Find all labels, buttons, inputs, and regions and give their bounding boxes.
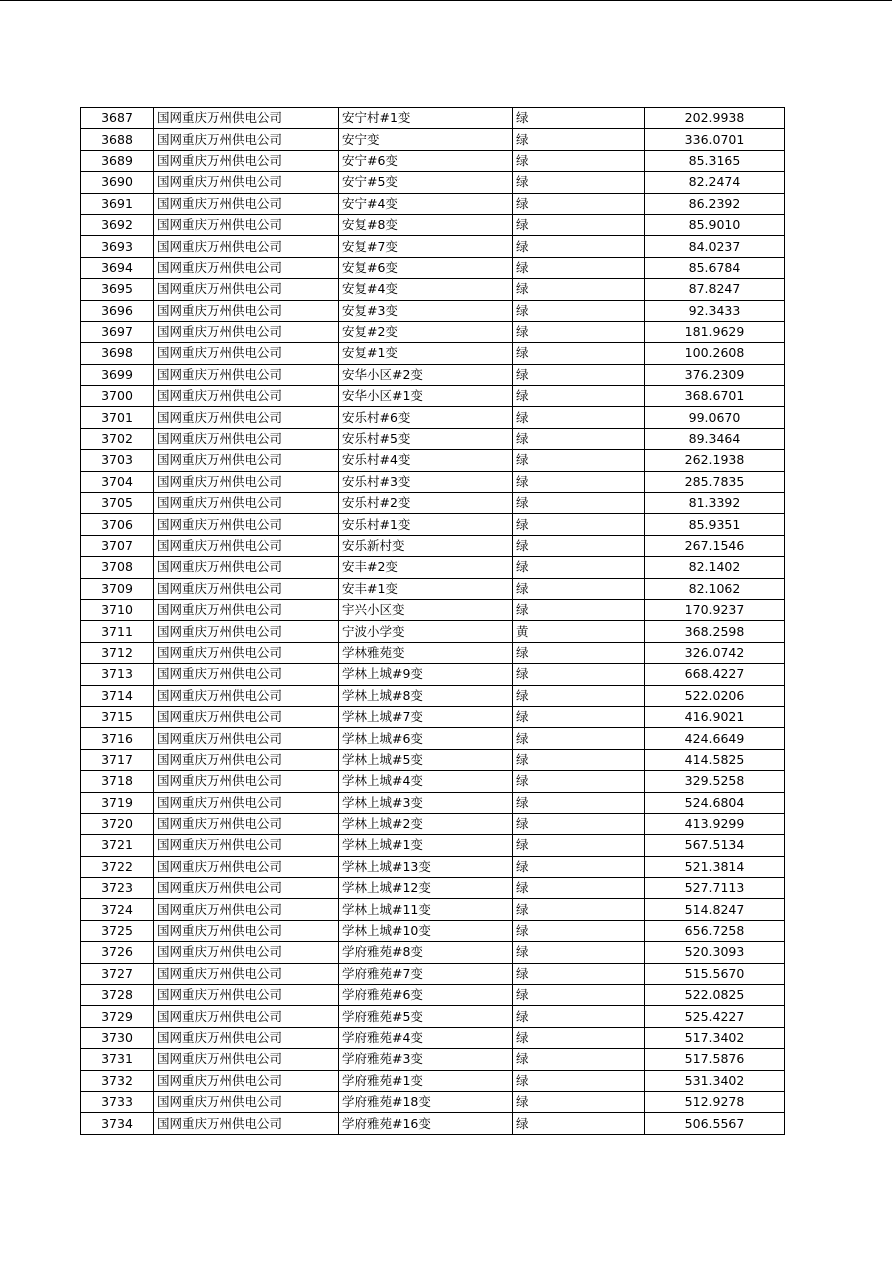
level-cell: 绿 bbox=[513, 728, 645, 749]
level-cell: 绿 bbox=[513, 942, 645, 963]
company-cell: 国网重庆万州供电公司 bbox=[154, 493, 339, 514]
table-row bbox=[81, 321, 785, 342]
station-cell: 学府雅苑#16变 bbox=[339, 1113, 513, 1134]
company-cell: 国网重庆万州供电公司 bbox=[154, 835, 339, 856]
table-row bbox=[81, 193, 785, 214]
company-cell: 国网重庆万州供电公司 bbox=[154, 578, 339, 599]
company-cell: 国网重庆万州供电公司 bbox=[154, 172, 339, 193]
station-cell: 安复#7变 bbox=[339, 236, 513, 257]
value-cell: 82.1062 bbox=[645, 578, 785, 599]
table-row bbox=[81, 706, 785, 727]
station-cell: 学林上城#12变 bbox=[339, 878, 513, 899]
level-cell: 绿 bbox=[513, 792, 645, 813]
value-cell: 416.9021 bbox=[645, 706, 785, 727]
company-cell: 国网重庆万州供电公司 bbox=[154, 685, 339, 706]
value-cell: 285.7835 bbox=[645, 471, 785, 492]
value-cell: 82.1402 bbox=[645, 557, 785, 578]
value-cell: 517.3402 bbox=[645, 1027, 785, 1048]
company-cell: 国网重庆万州供电公司 bbox=[154, 428, 339, 449]
row-number-cell: 3706 bbox=[81, 514, 154, 535]
value-cell: 512.9278 bbox=[645, 1091, 785, 1112]
table-row bbox=[81, 1070, 785, 1091]
row-number-cell: 3691 bbox=[81, 193, 154, 214]
value-cell: 368.6701 bbox=[645, 386, 785, 407]
value-cell: 99.0670 bbox=[645, 407, 785, 428]
level-cell: 绿 bbox=[513, 407, 645, 428]
table-row bbox=[81, 364, 785, 385]
company-cell: 国网重庆万州供电公司 bbox=[154, 920, 339, 941]
value-cell: 668.4227 bbox=[645, 664, 785, 685]
level-cell: 绿 bbox=[513, 1091, 645, 1112]
row-number-cell: 3723 bbox=[81, 878, 154, 899]
company-cell: 国网重庆万州供电公司 bbox=[154, 985, 339, 1006]
station-cell: 学林上城#11变 bbox=[339, 899, 513, 920]
company-cell: 国网重庆万州供电公司 bbox=[154, 642, 339, 663]
level-cell: 绿 bbox=[513, 343, 645, 364]
station-cell: 学林上城#8变 bbox=[339, 685, 513, 706]
level-cell: 绿 bbox=[513, 364, 645, 385]
table-row bbox=[81, 771, 785, 792]
row-number-cell: 3709 bbox=[81, 578, 154, 599]
level-cell: 绿 bbox=[513, 557, 645, 578]
level-cell: 绿 bbox=[513, 685, 645, 706]
level-cell: 绿 bbox=[513, 1070, 645, 1091]
row-number-cell: 3726 bbox=[81, 942, 154, 963]
row-number-cell: 3688 bbox=[81, 129, 154, 150]
value-cell: 92.3433 bbox=[645, 300, 785, 321]
level-cell: 绿 bbox=[513, 236, 645, 257]
data-table bbox=[80, 107, 785, 1135]
value-cell: 85.6784 bbox=[645, 257, 785, 278]
table-row bbox=[81, 236, 785, 257]
row-number-cell: 3725 bbox=[81, 920, 154, 941]
station-cell: 宁波小学变 bbox=[339, 621, 513, 642]
row-number-cell: 3731 bbox=[81, 1049, 154, 1070]
station-cell: 宇兴小区变 bbox=[339, 599, 513, 620]
station-cell: 安宁#5变 bbox=[339, 172, 513, 193]
table-row bbox=[81, 942, 785, 963]
row-number-cell: 3701 bbox=[81, 407, 154, 428]
row-number-cell: 3687 bbox=[81, 108, 154, 129]
company-cell: 国网重庆万州供电公司 bbox=[154, 728, 339, 749]
table-row bbox=[81, 920, 785, 941]
row-number-cell: 3694 bbox=[81, 257, 154, 278]
level-cell: 绿 bbox=[513, 920, 645, 941]
row-number-cell: 3692 bbox=[81, 214, 154, 235]
table-row bbox=[81, 728, 785, 749]
table-row bbox=[81, 343, 785, 364]
company-cell: 国网重庆万州供电公司 bbox=[154, 1049, 339, 1070]
level-cell: 绿 bbox=[513, 108, 645, 129]
row-number-cell: 3707 bbox=[81, 535, 154, 556]
station-cell: 安复#6变 bbox=[339, 257, 513, 278]
station-cell: 安乐村#4变 bbox=[339, 450, 513, 471]
company-cell: 国网重庆万州供电公司 bbox=[154, 214, 339, 235]
station-cell: 安宁变 bbox=[339, 129, 513, 150]
station-cell: 安乐新村变 bbox=[339, 535, 513, 556]
level-cell: 绿 bbox=[513, 214, 645, 235]
station-cell: 学府雅苑#18变 bbox=[339, 1091, 513, 1112]
station-cell: 安宁#6变 bbox=[339, 150, 513, 171]
row-number-cell: 3690 bbox=[81, 172, 154, 193]
table-row bbox=[81, 1113, 785, 1134]
table-row bbox=[81, 685, 785, 706]
table-row bbox=[81, 878, 785, 899]
level-cell: 绿 bbox=[513, 1049, 645, 1070]
row-number-cell: 3722 bbox=[81, 856, 154, 877]
value-cell: 506.5567 bbox=[645, 1113, 785, 1134]
value-cell: 100.2608 bbox=[645, 343, 785, 364]
station-cell: 安宁#4变 bbox=[339, 193, 513, 214]
table-row bbox=[81, 129, 785, 150]
level-cell: 绿 bbox=[513, 599, 645, 620]
table-row bbox=[81, 642, 785, 663]
value-cell: 368.2598 bbox=[645, 621, 785, 642]
company-cell: 国网重庆万州供电公司 bbox=[154, 236, 339, 257]
station-cell: 安复#4变 bbox=[339, 279, 513, 300]
company-cell: 国网重庆万州供电公司 bbox=[154, 599, 339, 620]
level-cell: 绿 bbox=[513, 706, 645, 727]
table-row bbox=[81, 150, 785, 171]
station-cell: 安华小区#1变 bbox=[339, 386, 513, 407]
station-cell: 安乐村#3变 bbox=[339, 471, 513, 492]
company-cell: 国网重庆万州供电公司 bbox=[154, 407, 339, 428]
value-cell: 656.7258 bbox=[645, 920, 785, 941]
table-row bbox=[81, 172, 785, 193]
table-row bbox=[81, 578, 785, 599]
station-cell: 安乐村#1变 bbox=[339, 514, 513, 535]
table-row bbox=[81, 963, 785, 984]
value-cell: 522.0825 bbox=[645, 985, 785, 1006]
level-cell: 绿 bbox=[513, 1027, 645, 1048]
value-cell: 85.9351 bbox=[645, 514, 785, 535]
table-row bbox=[81, 279, 785, 300]
value-cell: 202.9938 bbox=[645, 108, 785, 129]
station-cell: 安乐村#5变 bbox=[339, 428, 513, 449]
row-number-cell: 3717 bbox=[81, 749, 154, 770]
level-cell: 绿 bbox=[513, 450, 645, 471]
level-cell: 绿 bbox=[513, 279, 645, 300]
company-cell: 国网重庆万州供电公司 bbox=[154, 364, 339, 385]
table-row bbox=[81, 108, 785, 129]
station-cell: 安复#3变 bbox=[339, 300, 513, 321]
row-number-cell: 3730 bbox=[81, 1027, 154, 1048]
station-cell: 学林上城#4变 bbox=[339, 771, 513, 792]
table-row bbox=[81, 621, 785, 642]
row-number-cell: 3704 bbox=[81, 471, 154, 492]
table-row bbox=[81, 749, 785, 770]
row-number-cell: 3697 bbox=[81, 321, 154, 342]
value-cell: 267.1546 bbox=[645, 535, 785, 556]
row-number-cell: 3720 bbox=[81, 813, 154, 834]
table-row bbox=[81, 1091, 785, 1112]
level-cell: 绿 bbox=[513, 300, 645, 321]
station-cell: 安乐村#2变 bbox=[339, 493, 513, 514]
company-cell: 国网重庆万州供电公司 bbox=[154, 1070, 339, 1091]
level-cell: 绿 bbox=[513, 150, 645, 171]
row-number-cell: 3693 bbox=[81, 236, 154, 257]
level-cell: 绿 bbox=[513, 535, 645, 556]
level-cell: 绿 bbox=[513, 257, 645, 278]
company-cell: 国网重庆万州供电公司 bbox=[154, 150, 339, 171]
company-cell: 国网重庆万州供电公司 bbox=[154, 813, 339, 834]
table-row bbox=[81, 856, 785, 877]
company-cell: 国网重庆万州供电公司 bbox=[154, 471, 339, 492]
value-cell: 514.8247 bbox=[645, 899, 785, 920]
row-number-cell: 3698 bbox=[81, 343, 154, 364]
company-cell: 国网重庆万州供电公司 bbox=[154, 450, 339, 471]
level-cell: 绿 bbox=[513, 1006, 645, 1027]
level-cell: 绿 bbox=[513, 899, 645, 920]
table-row bbox=[81, 1006, 785, 1027]
row-number-cell: 3724 bbox=[81, 899, 154, 920]
row-number-cell: 3719 bbox=[81, 792, 154, 813]
value-cell: 376.2309 bbox=[645, 364, 785, 385]
level-cell: 绿 bbox=[513, 578, 645, 599]
level-cell: 绿 bbox=[513, 963, 645, 984]
table-row bbox=[81, 514, 785, 535]
table-row bbox=[81, 471, 785, 492]
table-row bbox=[81, 535, 785, 556]
table-row bbox=[81, 899, 785, 920]
table-row bbox=[81, 450, 785, 471]
value-cell: 86.2392 bbox=[645, 193, 785, 214]
level-cell: 绿 bbox=[513, 813, 645, 834]
row-number-cell: 3733 bbox=[81, 1091, 154, 1112]
company-cell: 国网重庆万州供电公司 bbox=[154, 899, 339, 920]
company-cell: 国网重庆万州供电公司 bbox=[154, 1027, 339, 1048]
company-cell: 国网重庆万州供电公司 bbox=[154, 749, 339, 770]
value-cell: 87.8247 bbox=[645, 279, 785, 300]
company-cell: 国网重庆万州供电公司 bbox=[154, 664, 339, 685]
level-cell: 绿 bbox=[513, 193, 645, 214]
level-cell: 绿 bbox=[513, 321, 645, 342]
company-cell: 国网重庆万州供电公司 bbox=[154, 193, 339, 214]
table-row bbox=[81, 985, 785, 1006]
value-cell: 85.9010 bbox=[645, 214, 785, 235]
table-row bbox=[81, 557, 785, 578]
table-row bbox=[81, 428, 785, 449]
company-cell: 国网重庆万州供电公司 bbox=[154, 300, 339, 321]
station-cell: 安复#2变 bbox=[339, 321, 513, 342]
value-cell: 522.0206 bbox=[645, 685, 785, 706]
table-row bbox=[81, 792, 785, 813]
row-number-cell: 3711 bbox=[81, 621, 154, 642]
value-cell: 413.9299 bbox=[645, 813, 785, 834]
row-number-cell: 3689 bbox=[81, 150, 154, 171]
level-cell: 绿 bbox=[513, 428, 645, 449]
company-cell: 国网重庆万州供电公司 bbox=[154, 1113, 339, 1134]
value-cell: 520.3093 bbox=[645, 942, 785, 963]
station-cell: 学林上城#5变 bbox=[339, 749, 513, 770]
value-cell: 517.5876 bbox=[645, 1049, 785, 1070]
row-number-cell: 3713 bbox=[81, 664, 154, 685]
level-cell: 绿 bbox=[513, 856, 645, 877]
value-cell: 527.7113 bbox=[645, 878, 785, 899]
row-number-cell: 3696 bbox=[81, 300, 154, 321]
company-cell: 国网重庆万州供电公司 bbox=[154, 514, 339, 535]
value-cell: 85.3165 bbox=[645, 150, 785, 171]
station-cell: 学府雅苑#8变 bbox=[339, 942, 513, 963]
company-cell: 国网重庆万州供电公司 bbox=[154, 279, 339, 300]
table-row bbox=[81, 214, 785, 235]
table-row bbox=[81, 257, 785, 278]
level-cell: 绿 bbox=[513, 471, 645, 492]
row-number-cell: 3727 bbox=[81, 963, 154, 984]
station-cell: 学府雅苑#1变 bbox=[339, 1070, 513, 1091]
level-cell: 绿 bbox=[513, 878, 645, 899]
station-cell: 学林上城#2变 bbox=[339, 813, 513, 834]
table-row bbox=[81, 664, 785, 685]
value-cell: 521.3814 bbox=[645, 856, 785, 877]
row-number-cell: 3712 bbox=[81, 642, 154, 663]
row-number-cell: 3721 bbox=[81, 835, 154, 856]
station-cell: 安复#8变 bbox=[339, 214, 513, 235]
value-cell: 181.9629 bbox=[645, 321, 785, 342]
station-cell: 学林上城#10变 bbox=[339, 920, 513, 941]
level-cell: 绿 bbox=[513, 771, 645, 792]
company-cell: 国网重庆万州供电公司 bbox=[154, 771, 339, 792]
value-cell: 524.6804 bbox=[645, 792, 785, 813]
table-row bbox=[81, 493, 785, 514]
value-cell: 170.9237 bbox=[645, 599, 785, 620]
level-cell: 绿 bbox=[513, 129, 645, 150]
station-cell: 学府雅苑#3变 bbox=[339, 1049, 513, 1070]
company-cell: 国网重庆万州供电公司 bbox=[154, 942, 339, 963]
page-top-border bbox=[0, 0, 892, 1]
value-cell: 531.3402 bbox=[645, 1070, 785, 1091]
row-number-cell: 3700 bbox=[81, 386, 154, 407]
value-cell: 84.0237 bbox=[645, 236, 785, 257]
table-row bbox=[81, 835, 785, 856]
row-number-cell: 3716 bbox=[81, 728, 154, 749]
row-number-cell: 3695 bbox=[81, 279, 154, 300]
row-number-cell: 3729 bbox=[81, 1006, 154, 1027]
station-cell: 学林上城#1变 bbox=[339, 835, 513, 856]
company-cell: 国网重庆万州供电公司 bbox=[154, 257, 339, 278]
company-cell: 国网重庆万州供电公司 bbox=[154, 535, 339, 556]
company-cell: 国网重庆万州供电公司 bbox=[154, 1006, 339, 1027]
station-cell: 学林上城#9变 bbox=[339, 664, 513, 685]
level-cell: 绿 bbox=[513, 514, 645, 535]
station-cell: 安华小区#2变 bbox=[339, 364, 513, 385]
row-number-cell: 3728 bbox=[81, 985, 154, 1006]
level-cell: 绿 bbox=[513, 386, 645, 407]
company-cell: 国网重庆万州供电公司 bbox=[154, 1091, 339, 1112]
level-cell: 绿 bbox=[513, 749, 645, 770]
level-cell: 绿 bbox=[513, 172, 645, 193]
company-cell: 国网重庆万州供电公司 bbox=[154, 856, 339, 877]
row-number-cell: 3703 bbox=[81, 450, 154, 471]
level-cell: 绿 bbox=[513, 985, 645, 1006]
table-body bbox=[81, 108, 785, 1135]
value-cell: 81.3392 bbox=[645, 493, 785, 514]
station-cell: 学府雅苑#4变 bbox=[339, 1027, 513, 1048]
station-cell: 学林上城#6变 bbox=[339, 728, 513, 749]
table-row bbox=[81, 300, 785, 321]
row-number-cell: 3702 bbox=[81, 428, 154, 449]
value-cell: 567.5134 bbox=[645, 835, 785, 856]
level-cell: 绿 bbox=[513, 642, 645, 663]
value-cell: 424.6649 bbox=[645, 728, 785, 749]
company-cell: 国网重庆万州供电公司 bbox=[154, 386, 339, 407]
company-cell: 国网重庆万州供电公司 bbox=[154, 878, 339, 899]
row-number-cell: 3732 bbox=[81, 1070, 154, 1091]
table-row bbox=[81, 599, 785, 620]
station-cell: 学林上城#13变 bbox=[339, 856, 513, 877]
value-cell: 89.3464 bbox=[645, 428, 785, 449]
value-cell: 525.4227 bbox=[645, 1006, 785, 1027]
row-number-cell: 3714 bbox=[81, 685, 154, 706]
company-cell: 国网重庆万州供电公司 bbox=[154, 129, 339, 150]
value-cell: 515.5670 bbox=[645, 963, 785, 984]
company-cell: 国网重庆万州供电公司 bbox=[154, 108, 339, 129]
station-cell: 学林上城#3变 bbox=[339, 792, 513, 813]
company-cell: 国网重庆万州供电公司 bbox=[154, 557, 339, 578]
value-cell: 262.1938 bbox=[645, 450, 785, 471]
row-number-cell: 3705 bbox=[81, 493, 154, 514]
row-number-cell: 3710 bbox=[81, 599, 154, 620]
value-cell: 329.5258 bbox=[645, 771, 785, 792]
value-cell: 336.0701 bbox=[645, 129, 785, 150]
row-number-cell: 3718 bbox=[81, 771, 154, 792]
level-cell: 绿 bbox=[513, 1113, 645, 1134]
station-cell: 安复#1变 bbox=[339, 343, 513, 364]
value-cell: 326.0742 bbox=[645, 642, 785, 663]
table-row bbox=[81, 813, 785, 834]
level-cell: 绿 bbox=[513, 835, 645, 856]
level-cell: 绿 bbox=[513, 664, 645, 685]
station-cell: 安乐村#6变 bbox=[339, 407, 513, 428]
row-number-cell: 3708 bbox=[81, 557, 154, 578]
table-row bbox=[81, 1027, 785, 1048]
value-cell: 82.2474 bbox=[645, 172, 785, 193]
level-cell: 绿 bbox=[513, 493, 645, 514]
station-cell: 学林上城#7变 bbox=[339, 706, 513, 727]
table-row bbox=[81, 407, 785, 428]
company-cell: 国网重庆万州供电公司 bbox=[154, 706, 339, 727]
station-cell: 安宁村#1变 bbox=[339, 108, 513, 129]
company-cell: 国网重庆万州供电公司 bbox=[154, 321, 339, 342]
level-cell: 黄 bbox=[513, 621, 645, 642]
row-number-cell: 3715 bbox=[81, 706, 154, 727]
station-cell: 安丰#2变 bbox=[339, 557, 513, 578]
station-cell: 安丰#1变 bbox=[339, 578, 513, 599]
company-cell: 国网重庆万州供电公司 bbox=[154, 343, 339, 364]
table-row bbox=[81, 1049, 785, 1070]
company-cell: 国网重庆万州供电公司 bbox=[154, 963, 339, 984]
value-cell: 414.5825 bbox=[645, 749, 785, 770]
row-number-cell: 3734 bbox=[81, 1113, 154, 1134]
station-cell: 学府雅苑#5变 bbox=[339, 1006, 513, 1027]
row-number-cell: 3699 bbox=[81, 364, 154, 385]
company-cell: 国网重庆万州供电公司 bbox=[154, 792, 339, 813]
station-cell: 学府雅苑#7变 bbox=[339, 963, 513, 984]
table-row bbox=[81, 386, 785, 407]
company-cell: 国网重庆万州供电公司 bbox=[154, 621, 339, 642]
station-cell: 学府雅苑#6变 bbox=[339, 985, 513, 1006]
station-cell: 学林雅苑变 bbox=[339, 642, 513, 663]
